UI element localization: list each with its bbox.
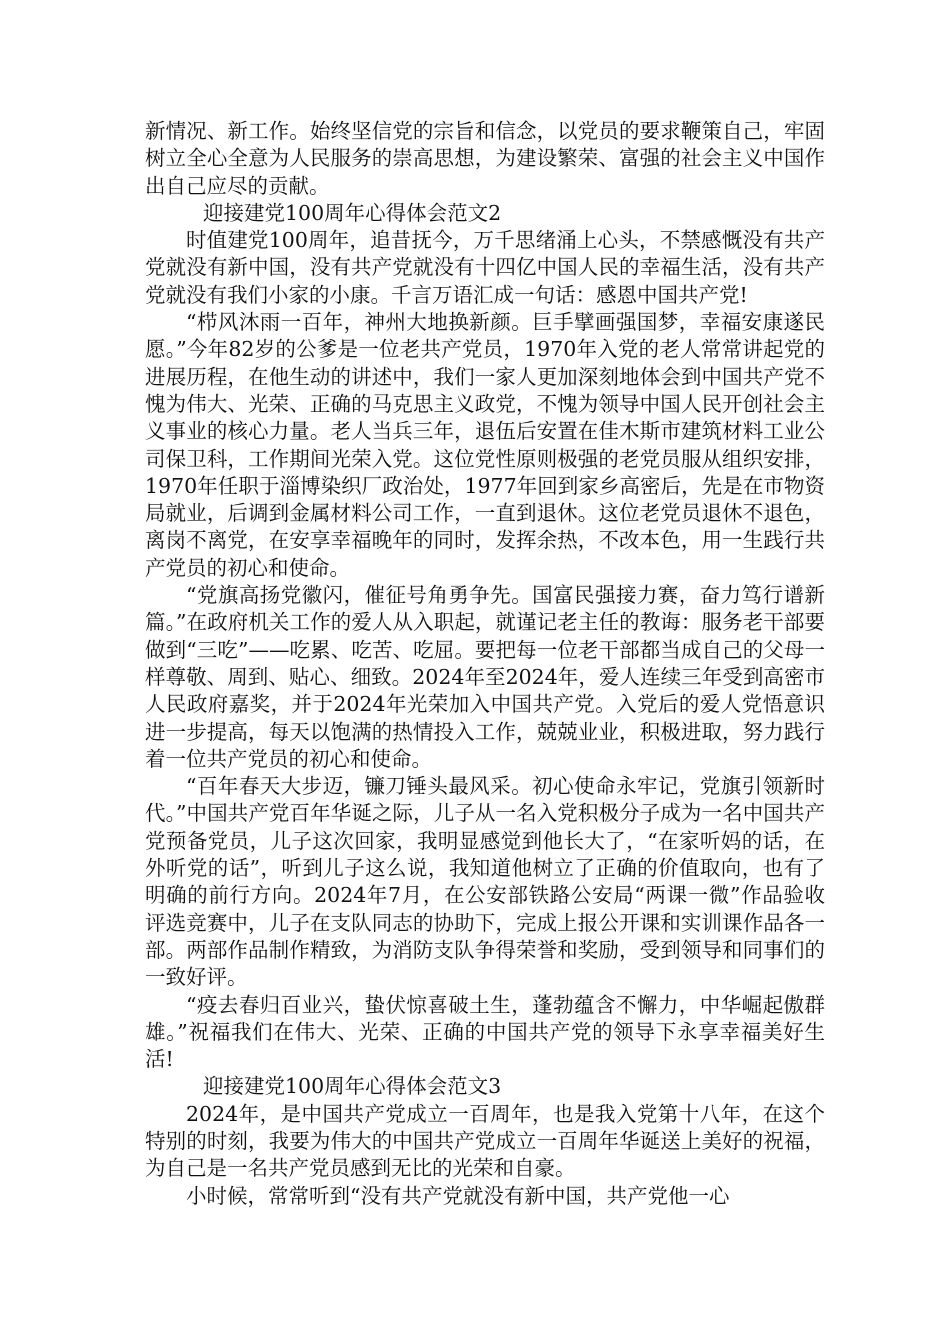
section-heading: 迎接建党100周年心得体会范文3 bbox=[203, 1074, 502, 1099]
paragraph: 时值建党100周年，追昔抚今，万千思绪涌上心头，不禁感慨没有共产党就没有新中国，没有共产党就没有十四亿中国人民的幸福生活，没有共产党就没有我们小家的小康。千言万语汇成一句话：感恩中国共产党! bbox=[145, 228, 825, 307]
paragraph: “百年春天大步迈，镰刀锤头最风采。初心使命永牢记，党旗引领新时代。”中国共产党百年华诞之际，儿子从一名入党积极分子成为一名中国共产党预备党员，儿子这次回家，我明显感觉到他长大了，“在家听妈的话，在外听党的话”，听到儿子这么说，我知道他树立了正确的价值取向，也有了明确的前行方向。2024年7月，在公安部铁路公安局“两课一微”作品验收评选竞赛中，儿子在支队同志的协助下，完成上报公开课和实训课作品各一部。两部作品制作精致，为消防支队争得荣誉和奖励，受到领导和同事们的一致好评。 bbox=[145, 774, 825, 990]
paragraph: “疫去春归百业兴，蛰伏惊喜破土生，蓬勃蕴含不懈力，中华崛起傲群雄。”祝福我们在伟大、光荣、正确的中国共产党的领导下永享幸福美好生活! bbox=[145, 992, 825, 1072]
paragraph: 2024年，是中国共产党成立一百周年，也是我入党第十八年，在这个特别的时刻，我要为伟大的中国共产党成立一百周年华诞送上美好的祝福，为自己是一名共产党员感到无比的光荣和自豪。 bbox=[145, 1101, 825, 1181]
paragraph: “党旗高扬党徽闪，催征号角勇争先。国富民强接力赛，奋力笃行谱新篇。”在政府机关工作的爱人从入职起，就谨记老主任的教诲：服务老干部要做到“三吃”——吃累、吃苦、吃屈。要把每一位老干部都当成自己的父母一样尊敬、周到、贴心、细致。2024年至2024年，爱人连续三年受到高密市人民政府嘉奖，并于2024年光荣加入中国共产党。入党后的爱人党悟意识进一步提高，每天以饱满的热情投入工作，兢兢业业，积极进取，努力践行着一位共产党员的初心和使命。 bbox=[145, 583, 825, 771]
paragraph: “栉风沐雨一百年，神州大地换新颜。巨手擘画强国梦，幸福安康遂民愿。”今年82岁的公爹是一位老共产党员，1970年入党的老人常常讲起党的进展历程，在他生动的讲述中，我们一家人更加深刻地体会到中国共产党不愧为伟大、光荣、正确的马克思主义政党，不愧为领导中国人民开创社会主义事业的核心力量。老人当兵三年，退伍后安置在佳木斯市建筑材料工业公司保卫科，工作期间光荣入党。这位党性原则极强的老党员服从组织安排，1970年任职于淄博染织厂政治处，1977年回到家乡高密后，先是在市物资局就业，后调到金属材料公司工作，一直到退休。这位老党员退休不退色，离岗不离党，在安享幸福晚年的同时，发挥余热，不改本色，用一生践行共产党员的初心和使命。 bbox=[145, 310, 825, 580]
paragraph: 小时候，常常听到“没有共产党就没有新中国，共产党他一心 bbox=[186, 1183, 730, 1208]
section-heading: 迎接建党100周年心得体会范文2 bbox=[203, 200, 502, 225]
paragraph: 新情况、新工作。始终坚信党的宗旨和信念，以党员的要求鞭策自己，牢固树立全心全意为人民服务的崇高思想，为建设繁荣、富强的社会主义中国作出自己应尽的贡献。 bbox=[145, 119, 825, 198]
document-page bbox=[145, 118, 825, 1210]
